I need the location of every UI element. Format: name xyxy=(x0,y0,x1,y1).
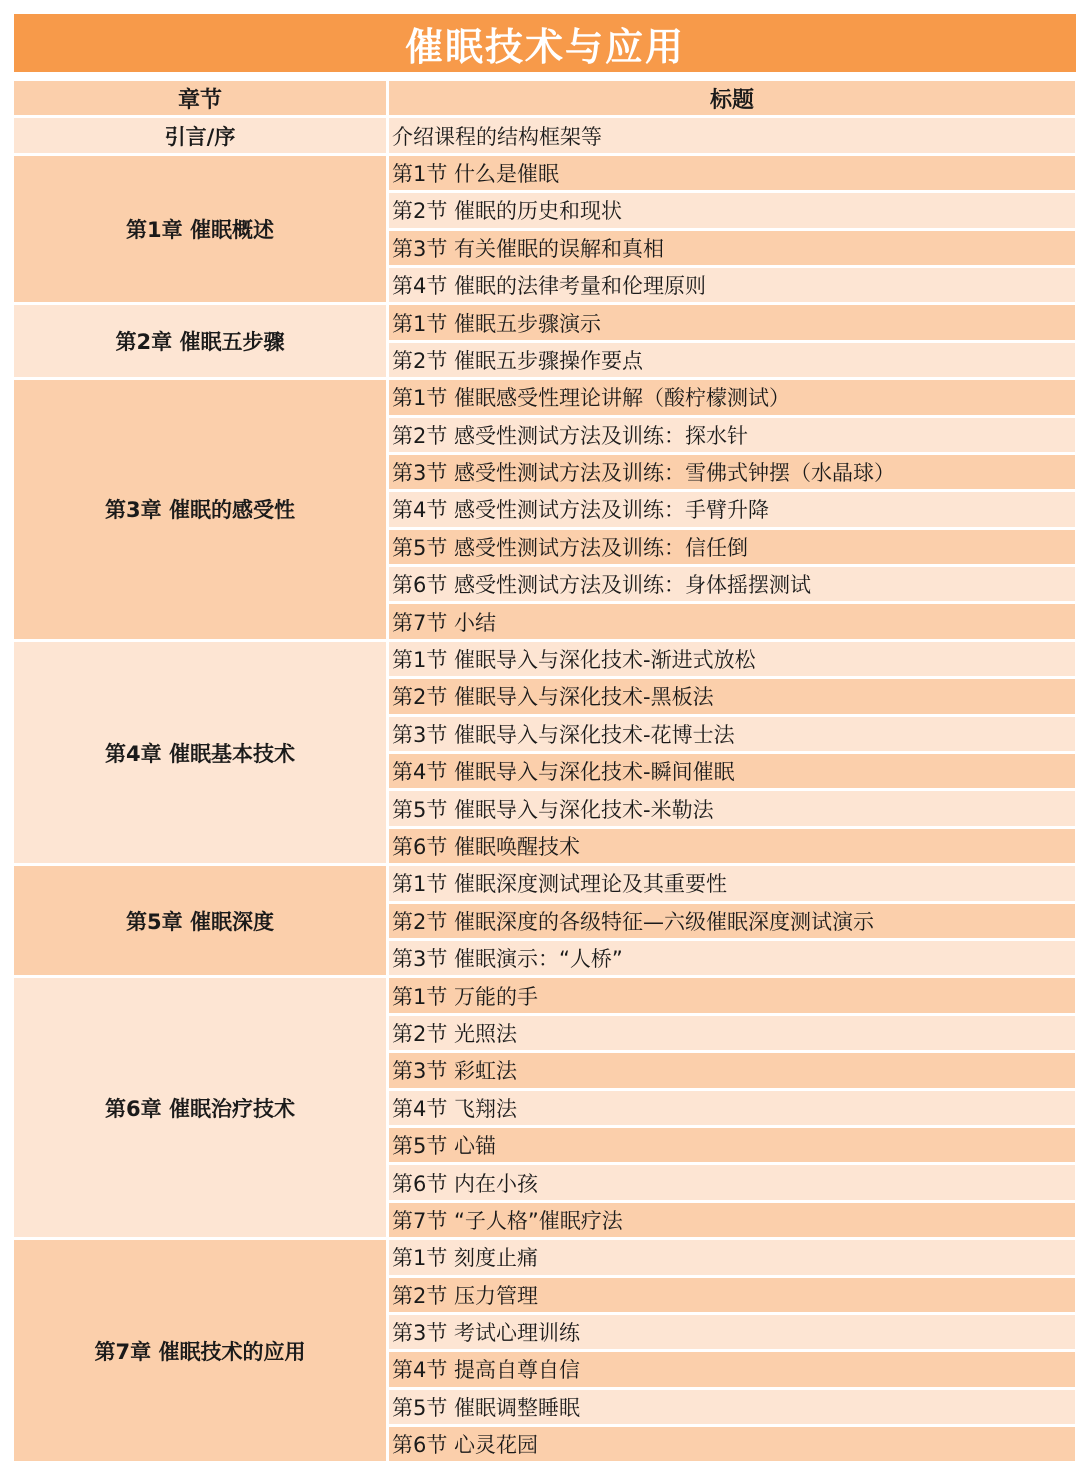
section-cell: 第7节 “子人格”催眠疗法 xyxy=(389,1203,1075,1237)
section-cell: 第6节 感受性测试方法及训练：身体摇摆测试 xyxy=(389,567,1075,601)
intro-section-cell: 介绍课程的结构框架等 xyxy=(389,118,1075,152)
section-cell: 第1节 什么是催眠 xyxy=(389,156,1075,190)
section-cell: 第4节 催眠的法律考量和伦理原则 xyxy=(389,268,1075,302)
table-row xyxy=(14,866,1075,900)
chapter-cell: 第6章 催眠治疗技术 xyxy=(14,978,386,1237)
section-cell: 第6节 催眠唤醒技术 xyxy=(389,829,1075,863)
section-cell: 第2节 催眠导入与深化技术-黑板法 xyxy=(389,679,1075,713)
section-cell: 第4节 提高自尊自信 xyxy=(389,1352,1075,1386)
section-cell: 第2节 催眠五步骤操作要点 xyxy=(389,343,1075,377)
table-row xyxy=(14,305,1075,339)
section-cell: 第6节 内在小孩 xyxy=(389,1165,1075,1199)
section-cell: 第1节 刻度止痛 xyxy=(389,1240,1075,1274)
section-cell: 第6节 心灵花园 xyxy=(389,1427,1075,1461)
section-cell: 第3节 催眠演示：“人桥” xyxy=(389,941,1075,975)
section-cell: 第1节 万能的手 xyxy=(389,978,1075,1012)
section-cell: 第4节 感受性测试方法及训练：手臂升降 xyxy=(389,492,1075,526)
page-title: 催眠技术与应用 xyxy=(14,14,1076,72)
course-table xyxy=(11,78,1078,1464)
table-row xyxy=(14,1240,1075,1274)
section-cell: 第7节 小结 xyxy=(389,604,1075,638)
section-cell: 第1节 催眠深度测试理论及其重要性 xyxy=(389,866,1075,900)
section-cell: 第3节 有关催眠的误解和真相 xyxy=(389,231,1075,265)
section-cell: 第2节 压力管理 xyxy=(389,1278,1075,1312)
section-cell: 第4节 飞翔法 xyxy=(389,1091,1075,1125)
section-cell: 第3节 感受性测试方法及训练：雪佛式钟摆（水晶球） xyxy=(389,455,1075,489)
table-row xyxy=(14,642,1075,676)
section-cell: 第5节 催眠导入与深化技术-米勒法 xyxy=(389,791,1075,825)
chapter-cell: 第5章 催眠深度 xyxy=(14,866,386,975)
section-cell: 第2节 光照法 xyxy=(389,1016,1075,1050)
table-row xyxy=(14,156,1075,190)
section-cell: 第4节 催眠导入与深化技术-瞬间催眠 xyxy=(389,754,1075,788)
section-cell: 第2节 催眠的历史和现状 xyxy=(389,193,1075,227)
header-row xyxy=(14,81,1075,115)
section-cell: 第3节 彩虹法 xyxy=(389,1053,1075,1087)
section-cell: 第1节 催眠感受性理论讲解（酸柠檬测试） xyxy=(389,380,1075,414)
table-row xyxy=(14,380,1075,414)
intro-chapter-cell: 引言/序 xyxy=(14,118,386,152)
table-row xyxy=(14,118,1075,152)
section-cell: 第5节 催眠调整睡眠 xyxy=(389,1390,1075,1424)
section-cell: 第5节 感受性测试方法及训练：信任倒 xyxy=(389,530,1075,564)
chapter-cell: 第2章 催眠五步骤 xyxy=(14,305,386,377)
section-cell: 第2节 催眠深度的各级特征—六级催眠深度测试演示 xyxy=(389,904,1075,938)
section-cell: 第2节 感受性测试方法及训练：探水针 xyxy=(389,418,1075,452)
header-title: 标题 xyxy=(389,81,1075,115)
section-cell: 第1节 催眠五步骤演示 xyxy=(389,305,1075,339)
header-chapter: 章节 xyxy=(14,81,386,115)
section-cell: 第3节 考试心理训练 xyxy=(389,1315,1075,1349)
chapter-cell: 第4章 催眠基本技术 xyxy=(14,642,386,863)
table-body xyxy=(14,118,1075,1461)
section-cell: 第1节 催眠导入与深化技术-渐进式放松 xyxy=(389,642,1075,676)
chapter-cell: 第7章 催眠技术的应用 xyxy=(14,1240,386,1461)
table-row xyxy=(14,978,1075,1012)
chapter-cell: 第1章 催眠概述 xyxy=(14,156,386,303)
chapter-cell: 第3章 催眠的感受性 xyxy=(14,380,386,639)
section-cell: 第3节 催眠导入与深化技术-花博士法 xyxy=(389,717,1075,751)
section-cell: 第5节 心锚 xyxy=(389,1128,1075,1162)
